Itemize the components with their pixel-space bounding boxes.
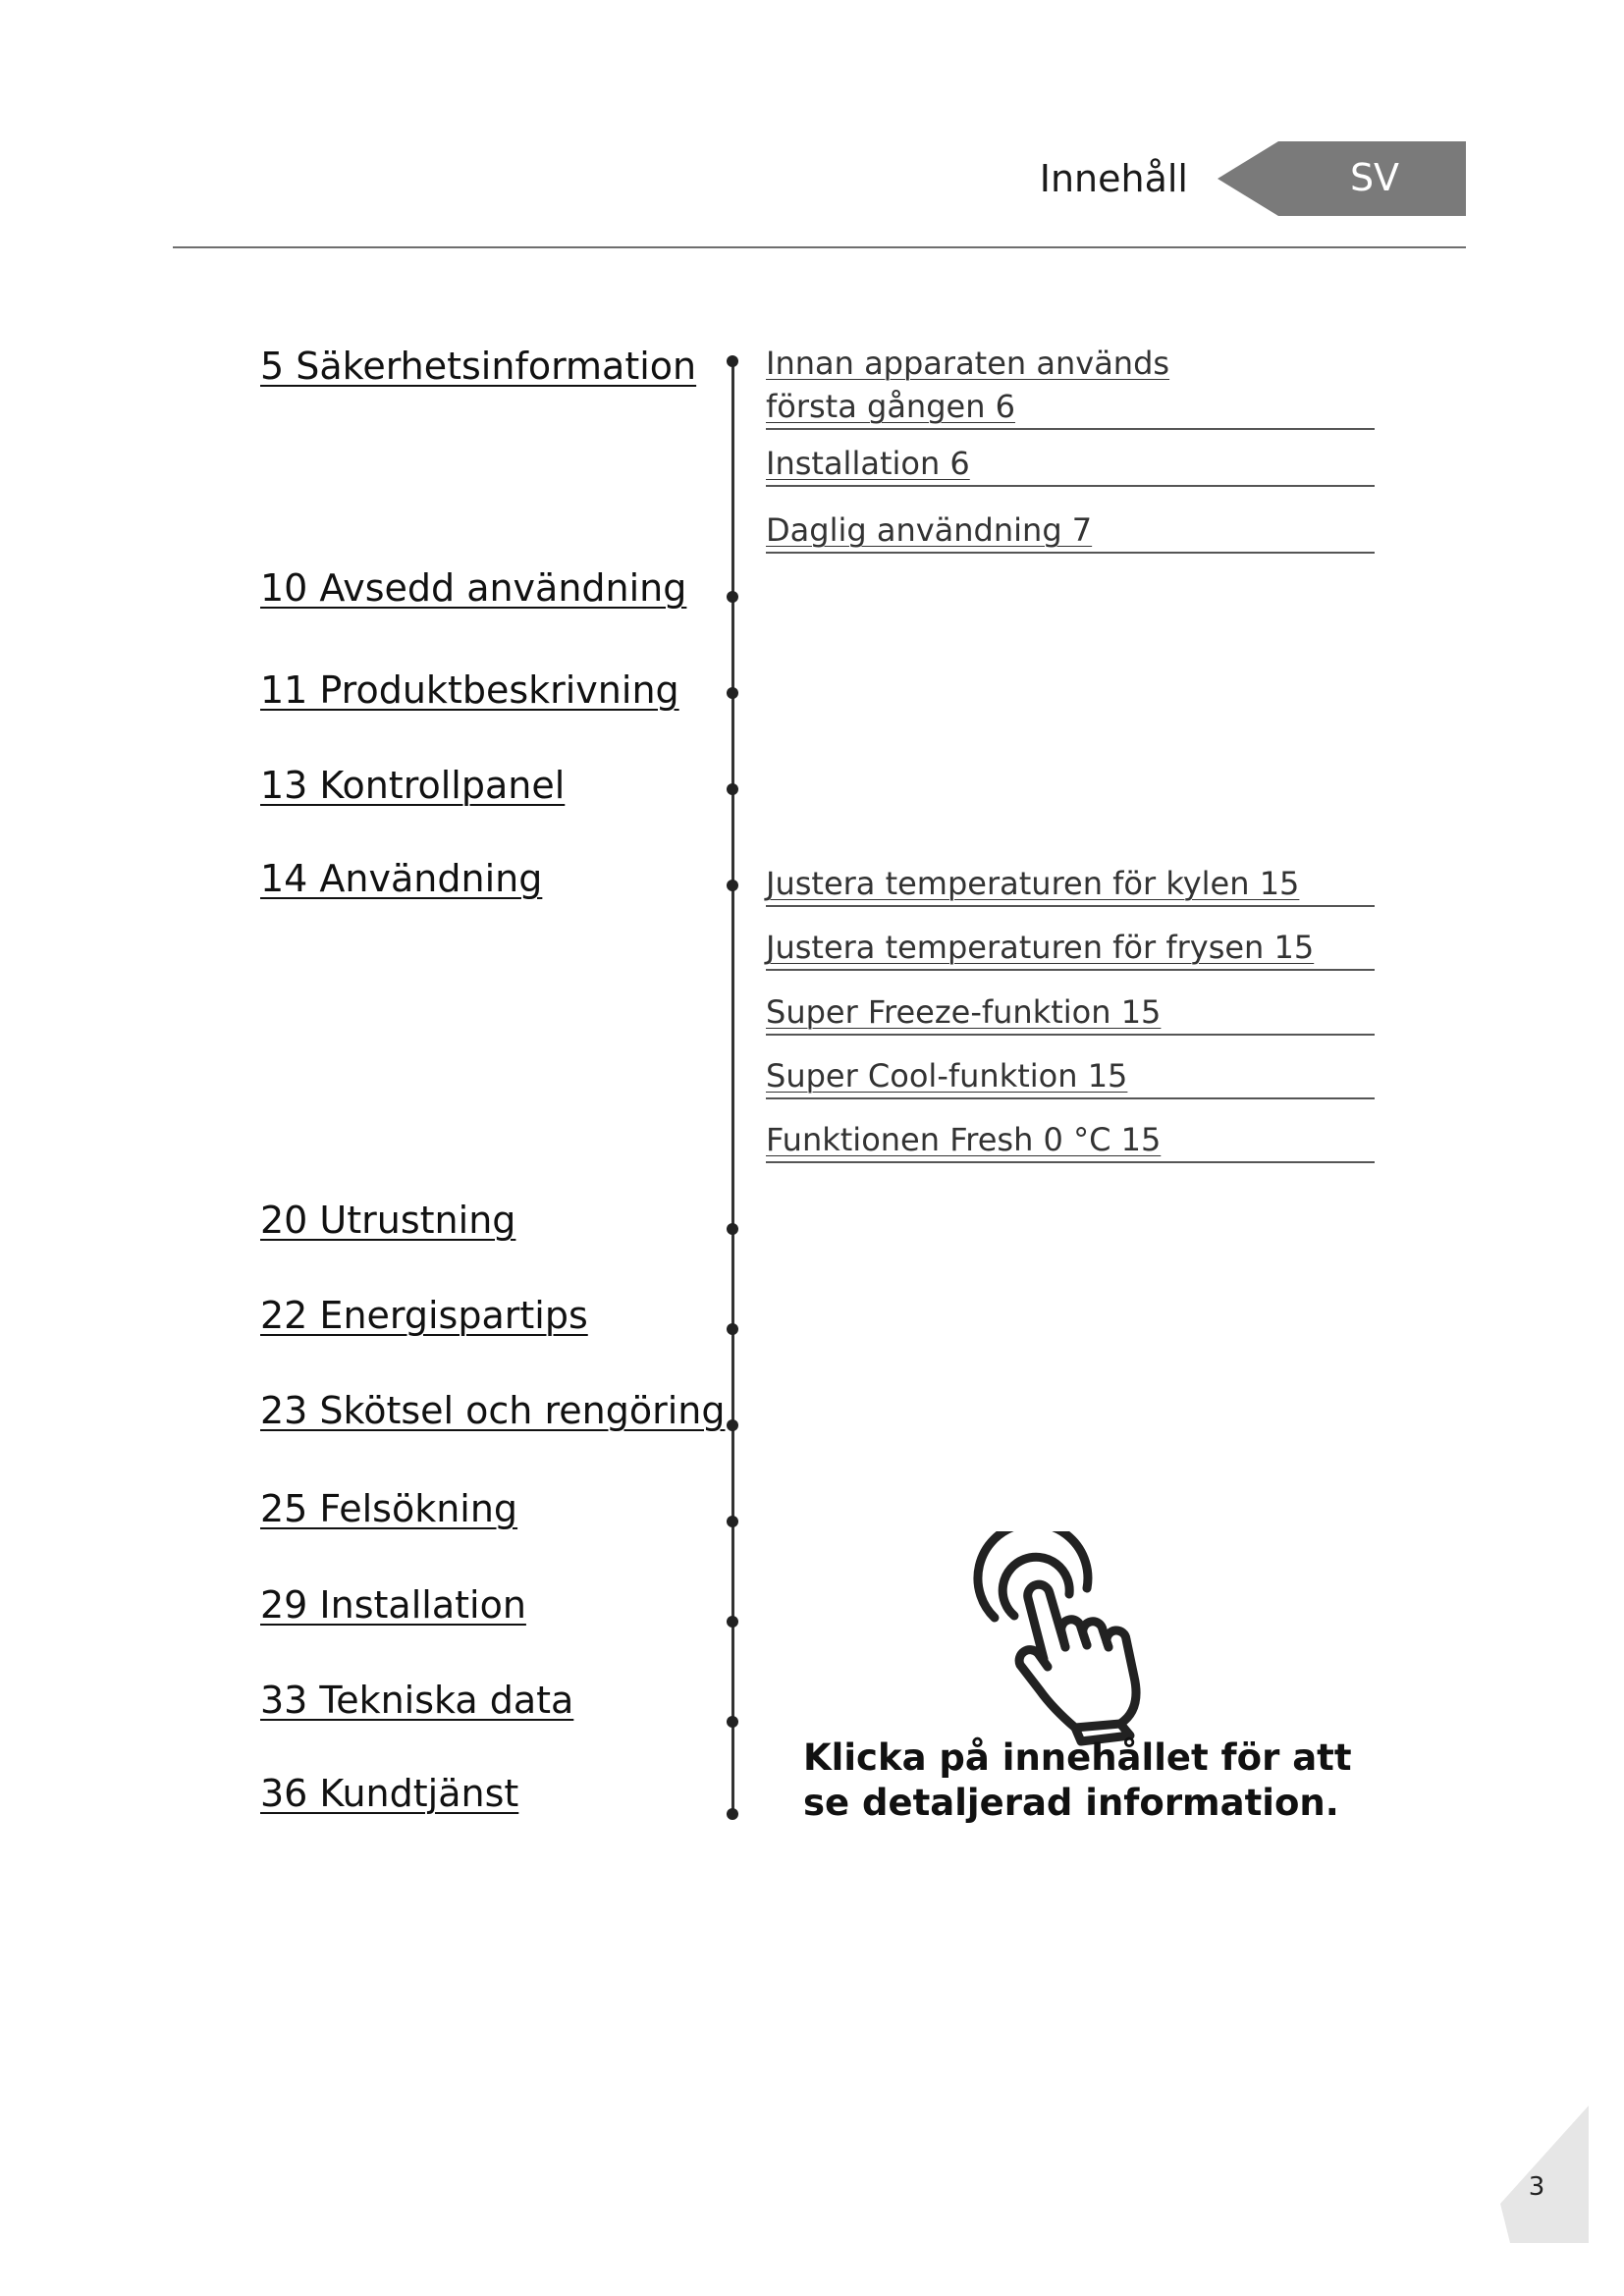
- toc-link-avsedd-anvandning[interactable]: 10 Avsedd användning: [260, 566, 687, 610]
- page-number: 3: [1528, 2172, 1545, 2202]
- toc-link-tekniska-data[interactable]: 33 Tekniska data: [260, 1679, 574, 1722]
- timeline-dot: [727, 1223, 738, 1235]
- toc-sublink-daglig-anvandning[interactable]: [766, 508, 1375, 554]
- toc-sublink-super-cool[interactable]: [766, 1054, 1375, 1099]
- timeline-dot: [727, 1323, 738, 1335]
- toc-link-sakerhetsinformation[interactable]: 5 Säkerhetsinformation: [260, 345, 697, 388]
- timeline-dot: [727, 355, 738, 367]
- timeline-dot: [727, 1616, 738, 1628]
- sub-entry-line: Super Cool-funktion 15: [766, 1057, 1128, 1095]
- toc-link-utrustning[interactable]: 20 Utrustning: [260, 1199, 516, 1242]
- toc-link-produktbeskrivning[interactable]: 11 Produktbeskrivning: [260, 668, 679, 712]
- toc-link-felsokning[interactable]: 25 Felsökning: [260, 1487, 518, 1530]
- timeline-dot: [727, 591, 738, 603]
- hint-line-1: Klicka på innehållet för att: [803, 1736, 1352, 1779]
- timeline-dot: [727, 1516, 738, 1527]
- toc-sublink-temp-kylen[interactable]: [766, 862, 1375, 907]
- sub-entry-line: Innan apparaten används: [766, 345, 1170, 382]
- sub-entry-line: Installation 6: [766, 445, 970, 482]
- toc-sublink-fresh[interactable]: [766, 1118, 1375, 1163]
- sub-entry-line: Super Freeze-funktion 15: [766, 993, 1162, 1031]
- toc-link-anvandning[interactable]: 14 Användning: [260, 857, 543, 900]
- page-title: Innehåll: [1039, 157, 1188, 200]
- sub-entry-line: Justera temperaturen för kylen 15: [766, 865, 1300, 902]
- timeline-dot: [727, 1808, 738, 1820]
- timeline-dot: [727, 1419, 738, 1431]
- sub-entry-line: första gången 6: [766, 388, 1016, 425]
- toc-link-skotsel-och-rengoring[interactable]: 23 Skötsel och rengöring: [260, 1389, 726, 1432]
- hand-tap-icon: [967, 1531, 1164, 1747]
- hint-text: [803, 1735, 1353, 1826]
- toc-sublink-innan-apparaten[interactable]: [766, 342, 1375, 430]
- sub-entry-line: Funktionen Fresh 0 °C 15: [766, 1121, 1162, 1158]
- timeline-line: [731, 359, 734, 1814]
- timeline-dot: [727, 880, 738, 891]
- timeline-dot: [727, 687, 738, 699]
- language-label: SV: [1349, 156, 1400, 199]
- toc-link-kundtjanst[interactable]: 36 Kundtjänst: [260, 1772, 519, 1815]
- toc-sublink-temp-frysen[interactable]: [766, 926, 1375, 971]
- hint-line-2: se detaljerad information.: [803, 1782, 1339, 1824]
- sub-entry-line: Daglig användning 7: [766, 511, 1093, 549]
- toc-link-installation[interactable]: 29 Installation: [260, 1583, 526, 1627]
- header-divider: [173, 246, 1466, 248]
- sub-entry-line: Justera temperaturen för frysen 15: [766, 929, 1315, 966]
- toc-link-energispartips[interactable]: 22 Energispartips: [260, 1294, 588, 1337]
- timeline-dot: [727, 1716, 738, 1728]
- timeline-dot: [727, 783, 738, 795]
- toc-link-kontrollpanel[interactable]: 13 Kontrollpanel: [260, 764, 566, 807]
- toc-sublink-installation[interactable]: [766, 442, 1375, 487]
- toc-sublink-super-freeze[interactable]: [766, 990, 1375, 1036]
